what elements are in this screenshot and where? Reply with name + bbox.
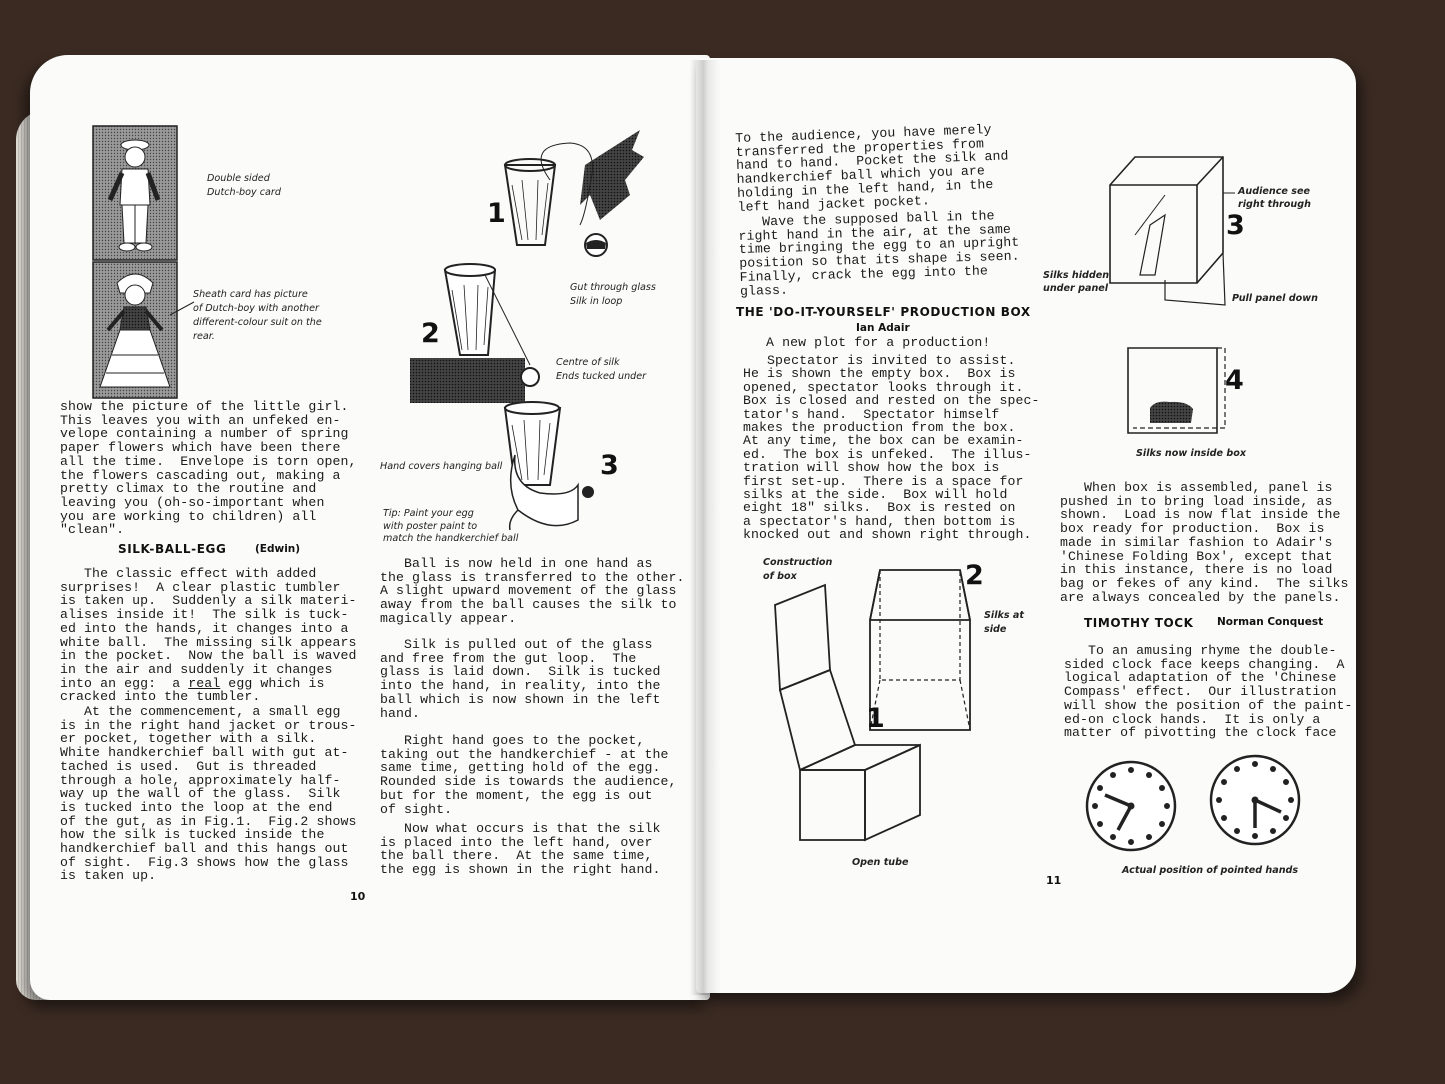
glass-figures-illustration — [400, 125, 680, 545]
dutch-card-caption: Double sided Dutch-boy card — [207, 173, 281, 198]
right-col1-text-3: A new plot for a production! — [742, 335, 991, 350]
page-number-right: 11 — [1046, 874, 1062, 887]
left-col2-text-1: Ball is now held in one hand as the glass is transferred to the other. A slight upward movement of the glass away from the ball causes the silk to magically appear. — [380, 556, 685, 626]
box-fig-2-label: 2 — [965, 560, 984, 591]
open-tube-caption: Open tube — [852, 857, 909, 868]
left-col1-text-3: At the commencement, a small egg is in the right hand jacket or trous- er pocket, together with a silk. White handkerchief ball with gut at- tached is used. Gut is threaded through a hole, approximately half- way up the wall of the glass. Silk is tucked into the loop at the end of the gut, as in Fig.1. Fig.2 shows how the silk is tucked inside the handkerchief ball and this hangs out of sight. Fig.3 shows how the glass is taken up. — [60, 704, 357, 884]
right-col1-text-2: Wave the supposed ball in the right hand in the air, at the same time bringing the egg to an upright position so that its shape is seen. Finally, crack the egg into the glass. — [737, 208, 1020, 299]
production-box-author: Ian Adair — [856, 322, 910, 334]
clock-faces-illustration — [1085, 750, 1310, 860]
box-fig-1-label: 1 — [866, 703, 885, 734]
left-col1-text-1: show the picture of the little girl. This leaves you with an unfeked en- velope containing a number of spring paper flowers which have been there all the time. Envelope is torn open, the flowers cascading out, making a pretty climax to the routine and leaving you (oh-so-important when you are working to children) all "clean". — [60, 399, 357, 538]
pull-panel-caption: Pull panel down — [1232, 293, 1318, 304]
real-word: real — [188, 675, 221, 691]
silk-ball-egg-intro: The classic effect with added surprises! A clear plastic tumbler is taken up. Suddenly a silk materi- alises inside it! The silk is tuck- ed into the hands, it changes into a white ball. The missing silk appears in the pocket. Now the ball is waved in the air and suddenly it changes into an egg: a — [60, 566, 357, 691]
box-fig-4-label: 4 — [1225, 365, 1244, 396]
sheath-card-caption: Sheath card has picture of Dutch-boy with another different-colour suit on the rear. — [193, 289, 322, 342]
centre-caption: Centre of silk Ends tucked under — [556, 357, 647, 382]
construction-caption: Construction of box — [763, 557, 833, 582]
silks-hidden-caption: Silks hidden under panel — [1043, 270, 1110, 294]
silk-ball-egg-intro-end: egg which is cracked into the tumbler. — [60, 675, 325, 705]
timothy-tock-author: Norman Conquest — [1217, 616, 1324, 628]
right-col1-text-1: To the audience, you have merely transferred the properties from hand to hand. Pocket the silk and handkerchief ball which you are holding in the left hand, in the left hand jacket pocket. — [734, 122, 1009, 215]
right-col2-text-1: When box is assembled, panel is pushed in to bring load inside, as shown. Load is now flat inside the box ready for production. Box is made in similar fashion to Adair's 'Chinese Folding Box', except that in this instance, there is no load bag or fekes of any kind. The silks are always concealed by the panels. — [1060, 480, 1349, 605]
right-col1-text-4: Spectator is invited to assist. He is shown the empty box. Box is opened, spectator looks through it. Box is closed and rested on the spec- tator's hand. Spectator himself makes the production from the box. At any time, the box can be examin- ed. The box is unfeked. The illus- tration will show how the box is first set-up. There is a space for silks at the side. Box will hold eight 18" silks. Box is rested on a spectator's hand, then bottom is knocked out and shown right through. — [743, 353, 1040, 543]
box-fig3-illustration — [1105, 155, 1245, 315]
right-col2-text-2: To an amusing rhyme the double- sided clock face keeps changing. A logical adaptation of the 'Chinese Compass' effect. Our illustration will show the position of the paint- ed-on clock hands. It is only a matter of pivotting the clock face — [1064, 643, 1353, 741]
box-fig-3-label: 3 — [1226, 210, 1245, 241]
box-fig4-illustration — [1125, 345, 1230, 440]
book-gutter — [690, 60, 720, 995]
box-construction-illustration — [760, 560, 1020, 860]
silks-side-caption: Silks at side — [984, 610, 1024, 635]
left-col1-text-2 — [60, 567, 357, 704]
glass-fig-1-label: 1 — [487, 198, 506, 229]
tip-caption: Tip: Paint your egg with poster paint to match the handkerchief ball — [383, 508, 519, 544]
dutch-boy-card-illustration — [92, 125, 178, 400]
silk-ball-egg-author: (Edwin) — [255, 543, 301, 555]
glass-fig-3-label: 3 — [600, 450, 619, 481]
left-col2-text-3: Right hand goes to the pocket, taking out the handkerchief - at the same time, getting hold of the egg. Rounded side is towards the audience, but for the moment, the egg is out of sight. — [380, 733, 677, 817]
silks-inside-caption: Silks now inside box — [1136, 448, 1247, 459]
timothy-tock-heading: TIMOTHY TOCK — [1084, 616, 1194, 630]
left-col2-text-2: Silk is pulled out of the glass and free from the gut loop. The glass is laid down. Silk is tucked into the hand, in reality, into the ball which is now shown in the left hand. — [380, 637, 661, 721]
production-box-heading: THE 'DO-IT-YOURSELF' PRODUCTION BOX — [736, 305, 1031, 319]
page-number-left: 10 — [350, 890, 366, 903]
clock-caption: Actual position of pointed hands — [1122, 865, 1299, 876]
left-col2-text-4: Now what occurs is that the silk is placed into the left hand, over the ball there. At the same time, the egg is shown in the right hand. — [380, 821, 661, 878]
hand-caption: Hand covers hanging ball — [380, 461, 503, 472]
silk-ball-egg-heading: SILK-BALL-EGG — [118, 542, 227, 556]
audience-caption: Audience see right through — [1238, 186, 1311, 210]
gut-caption: Gut through glass Silk in loop — [570, 282, 656, 307]
glass-fig-2-label: 2 — [421, 318, 440, 349]
